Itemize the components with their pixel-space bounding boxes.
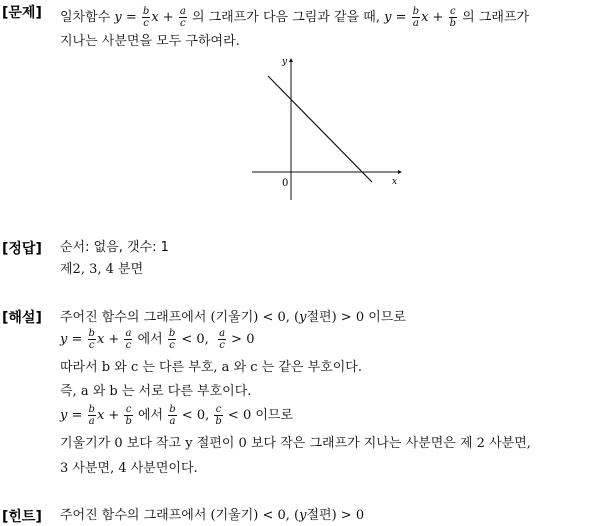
x-axis-arrow bbox=[398, 170, 402, 174]
hint-tag: [힌트] bbox=[2, 509, 42, 525]
answer-line-2: 제2, 3, 4 분면 bbox=[60, 262, 144, 277]
explanation-line-2: y = $\frac{b}{c}$ x + $\frac{a}{c}$ 에서 $\frac{b}{c}$ < 0, $\frac{a}{c}$ > 0 bbox=[60, 328, 255, 351]
answer-tag: [정답] bbox=[2, 241, 42, 257]
explanation-line-1: 주어진 함수의 그래프에서 (기울기) < 0, (y절편) > 0 이므로 bbox=[60, 310, 406, 325]
answer-line-1: 순서: 없음, 갯수: 1 bbox=[60, 240, 169, 255]
hint-line-1: 주어진 함수의 그래프에서 (기울기) < 0, (y절편) > 0 bbox=[60, 508, 365, 523]
explanation-line-5: y = $\frac{b}{a}$ x + $\frac{c}{b}$ 에서 $\frac{b}{a}$ < 0, $\frac{c}{b}$ < 0 이므로 bbox=[60, 404, 294, 427]
explanation-line-7: 3 사분면, 4 사분면이다. bbox=[60, 461, 198, 476]
problem-line-1: 일차함수 y = $\frac{b}{c}$ x + $\frac{a}{c}$ 의 그래프가 다음 그림과 같을 때, y = $\frac{b}{a}$ x + $\frac{c}{b}$ 의 그래프가 bbox=[60, 6, 530, 29]
explanation-line-3: 따라서 b 와 c 는 다른 부호, a 와 c 는 같은 부호이다. bbox=[60, 360, 362, 375]
explanation-tag: [해설] bbox=[2, 310, 42, 326]
problem-text-1a: 일차함수 bbox=[60, 10, 111, 25]
problem-text-1b: 의 그래프가 다음 그림과 같을 때, bbox=[191, 10, 380, 25]
explanation-line-4: 즉, a 와 b 는 서로 다른 부호이다. bbox=[60, 384, 252, 399]
x-axis-label: x bbox=[392, 177, 398, 187]
y-axis-arrow bbox=[289, 58, 293, 62]
origin-label: 0 bbox=[282, 178, 289, 189]
explanation-line-6: 기울기가 0 보다 작고 y 절편이 0 보다 작은 그래프가 지나는 사분면은 제 2 사분면, bbox=[60, 436, 531, 451]
problem-line-2: 지나는 사분면을 모두 구하여라. bbox=[60, 34, 240, 49]
graph bbox=[250, 54, 410, 204]
y-axis-label: y bbox=[282, 57, 288, 67]
problem-text-1c: 의 그래프가 bbox=[462, 10, 530, 25]
problem-tag: [문제] bbox=[2, 5, 42, 21]
graph-line bbox=[268, 76, 372, 182]
